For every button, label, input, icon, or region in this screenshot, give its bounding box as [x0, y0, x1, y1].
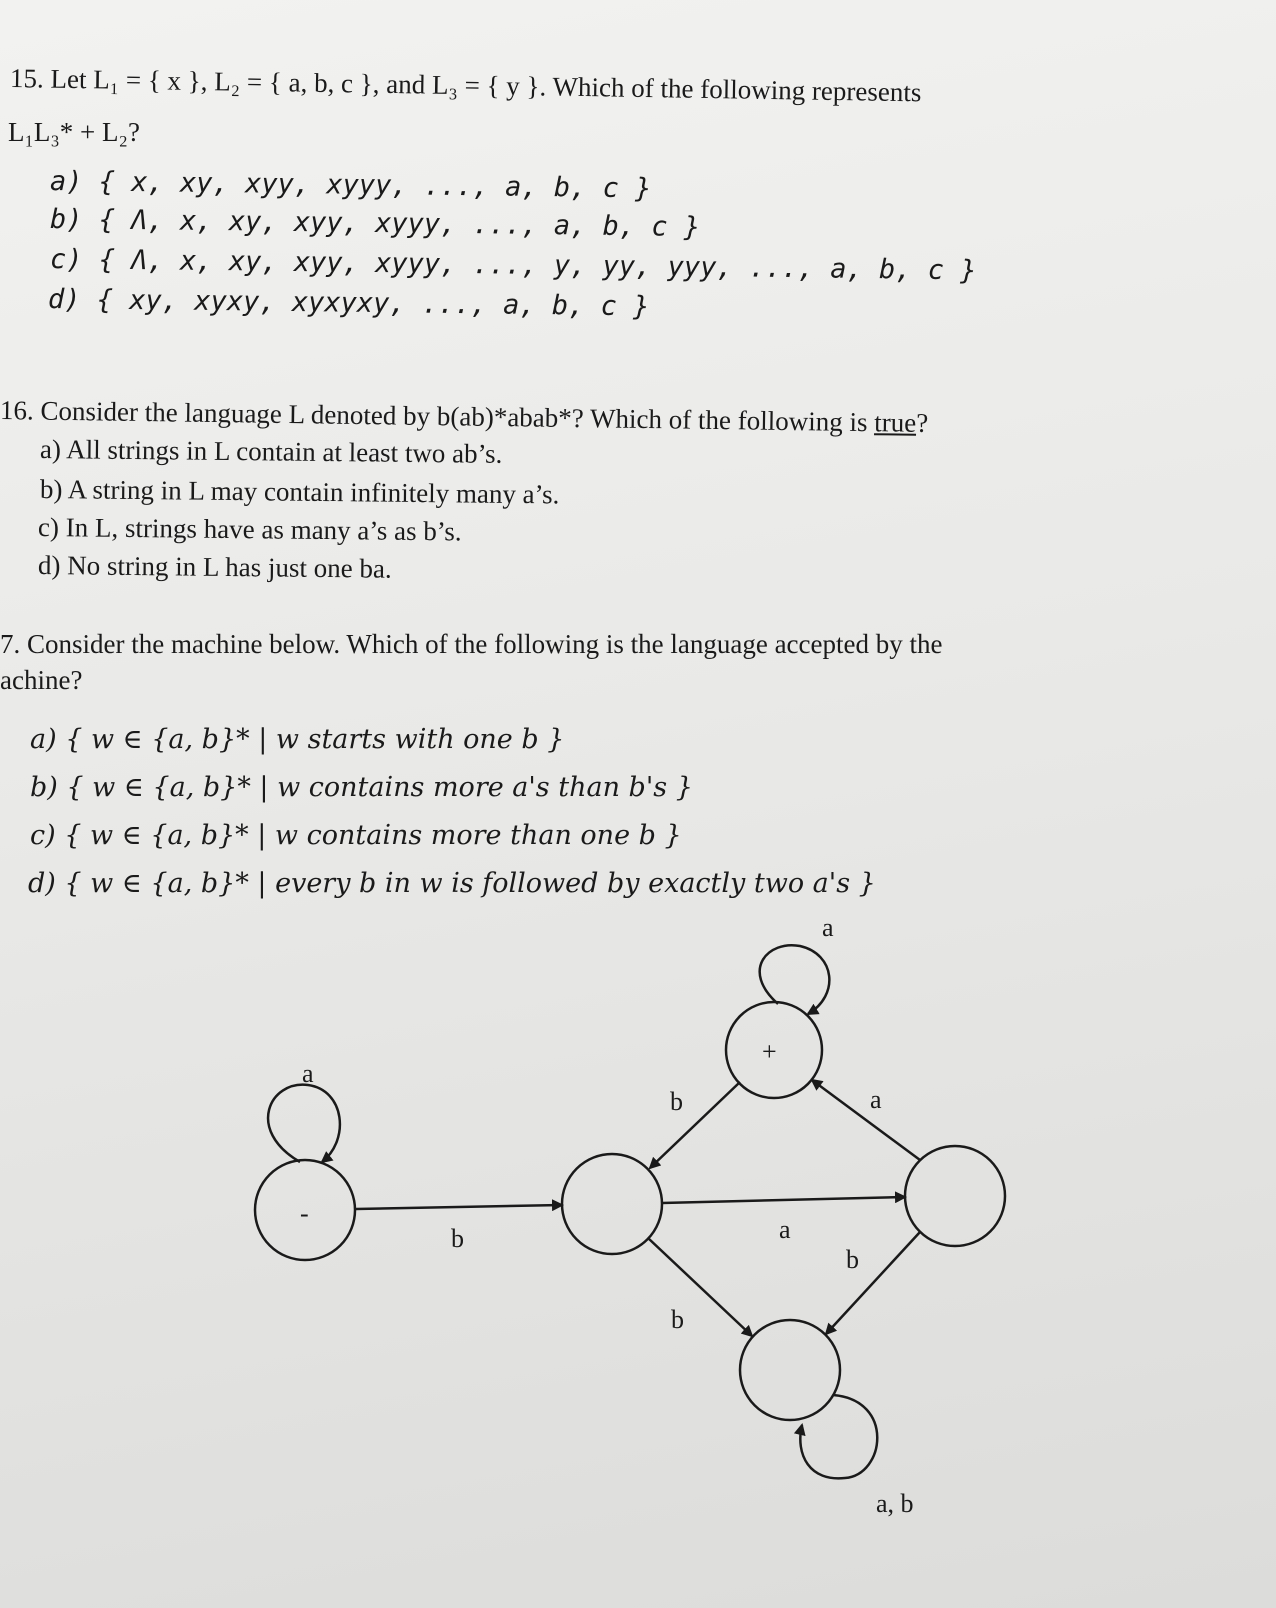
q17-option-b: b) { w ∈ {a, b}* | w contains more a's than b's } [30, 772, 693, 803]
q15-option-c: c) { Λ, x, xy, xyy, xyyy, ..., y, yy, yyy, ..., a, b, c } [49, 244, 977, 287]
q16-option-c: c) In L, strings have as many a’s as b’s. [37, 512, 462, 547]
sink-loop-label: a, b [876, 1489, 914, 1518]
final-state-label: + [762, 1037, 777, 1066]
q15-stem-line2: L₁L₃* + L₂? [8, 117, 140, 147]
q17-option-d: d) { w ∈ {a, b}* | every b in w is followed by exactly two a's } [28, 868, 876, 899]
right-to-final-edge [812, 1080, 920, 1160]
right-state [905, 1146, 1005, 1246]
start-loop-label: a [302, 1059, 314, 1088]
q15-option-a: a) { x, xy, xyy, xyyy, ..., a, b, c } [49, 166, 652, 205]
q16-stem-prefix: 16. Consider the language L denoted by b(ab)*abab*? Which of the following is [0, 395, 875, 438]
middle-to-right-edge [662, 1197, 905, 1203]
middle-to-sink-label: b [671, 1305, 684, 1334]
right-to-sink-label: b [846, 1245, 859, 1274]
final-to-middle-label: b [670, 1087, 683, 1116]
start-to-middle-edge [356, 1205, 562, 1209]
right-to-final-label: a [870, 1085, 882, 1114]
start-loop-edge [268, 1085, 340, 1162]
sink-loop-edge [800, 1395, 877, 1478]
q17-option-c: c) { w ∈ {a, b}* | w contains more than one b } [30, 820, 682, 851]
q16-stem-suffix: ? [915, 407, 929, 438]
q16-option-d: d) No string in L has just one ba. [37, 550, 392, 584]
right-to-sink-edge [826, 1232, 920, 1334]
middle-state [562, 1154, 662, 1254]
final-loop-edge [760, 945, 830, 1014]
q15-stem-line1: 15. Let L₁ = { x }, L₂ = { a, b, c }, and L₃ = { y }. Which of the following represents [9, 63, 922, 108]
q16-option-a: a) All strings in L contain at least two ab’s. [39, 434, 503, 469]
q15-option-d: d) { xy, xyxy, xyxyxy, ..., a, b, c } [47, 284, 650, 323]
middle-to-sink-edge [648, 1238, 752, 1336]
q16-stem-true: true [873, 407, 917, 438]
q17-option-a: a) { w ∈ {a, b}* | w starts with one b } [30, 724, 565, 755]
start-state-label: - [300, 1199, 309, 1228]
sink-state [740, 1320, 840, 1420]
start-to-middle-label: b [451, 1224, 464, 1253]
final-to-middle-edge [650, 1082, 740, 1168]
q16-option-b: b) A string in L may contain infinitely many a’s. [39, 474, 560, 510]
q17-stem-line1: 7. Consider the machine below. Which of the following is the language accepted by the [0, 629, 943, 659]
q15-option-b: b) { Λ, x, xy, xyy, xyyy, ..., a, b, c } [49, 204, 701, 243]
final-loop-label: a [822, 913, 834, 942]
q17-stem-line2: achine? [0, 665, 83, 695]
middle-to-right-label: a [779, 1215, 791, 1244]
